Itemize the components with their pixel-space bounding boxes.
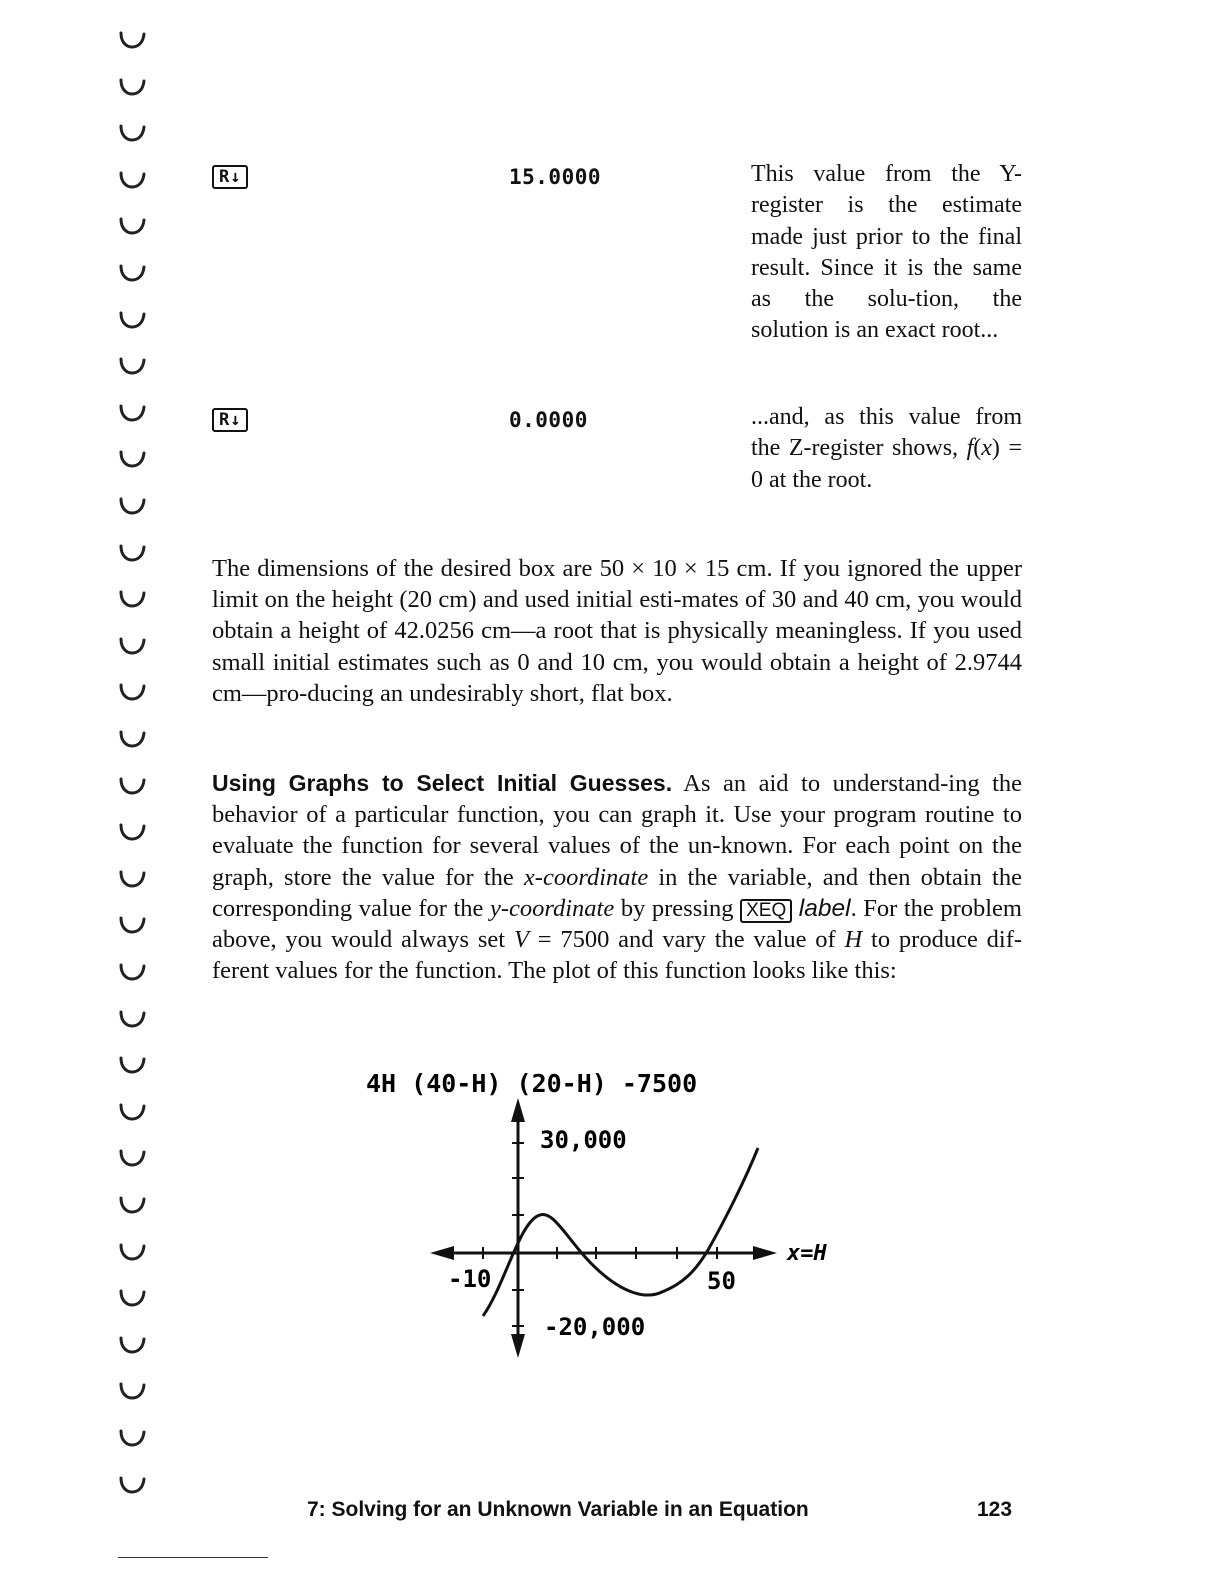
binding-ring — [118, 1335, 146, 1355]
binding-ring — [118, 776, 146, 796]
bottom-rule — [118, 1557, 268, 1558]
binding-ring — [118, 636, 146, 656]
y-axis-arrow-up — [511, 1098, 525, 1122]
section-heading: Using Graphs to Select Initial Guesses. — [212, 770, 673, 796]
function-graph — [340, 1060, 880, 1380]
binding-ring — [118, 449, 146, 469]
x-max-label: 50 — [707, 1267, 736, 1295]
display-value: 15.0000 — [509, 165, 602, 189]
binding-ring — [118, 915, 146, 935]
binding-ring — [118, 30, 146, 50]
x-axis-label: x=H — [787, 1241, 827, 1266]
roll-down-key: R↓ — [212, 408, 248, 432]
binding-ring — [118, 1475, 146, 1495]
x-axis-arrow-right — [753, 1246, 777, 1260]
y-axis-arrow-down — [511, 1334, 525, 1358]
box-dimensions-paragraph: The dimensions of the desired box are 50 × 10 × 15 cm. If you ignored the upper limit on the height (20 cm) and used initial esti-mates of 30 and 40 cm, you would obtain a height of 42.0256 cm—a root that is physically meaningless. If you used small initial estimates such as 0 and 10 cm, you would obtain a height of 2.9744 cm—pro-ducing an undesirably short, flat box. — [212, 555, 1022, 707]
x-axis-arrow-left — [430, 1246, 454, 1260]
y-max-label: 30,000 — [540, 1126, 627, 1154]
binding-ring — [118, 1148, 146, 1168]
binding-ring — [118, 1102, 146, 1122]
step-description: ...and, as this value from the Z-register shows, f(x) = 0 at the root. — [751, 404, 1022, 493]
binding-ring — [118, 170, 146, 190]
binding-ring — [118, 589, 146, 609]
binding-ring — [118, 1009, 146, 1029]
binding-ring — [118, 822, 146, 842]
binding-ring — [118, 543, 146, 563]
binding-ring — [118, 1195, 146, 1215]
binding-ring — [118, 1381, 146, 1401]
binding-ring — [118, 1428, 146, 1448]
binding-ring — [118, 1242, 146, 1262]
binding-ring — [118, 729, 146, 749]
page-number: 123 — [977, 1498, 1013, 1521]
spiral-binding — [112, 20, 162, 1560]
display-value: 0.0000 — [509, 408, 588, 432]
binding-ring — [118, 869, 146, 889]
binding-ring — [118, 962, 146, 982]
binding-ring — [118, 356, 146, 376]
binding-ring — [118, 216, 146, 236]
roll-down-key: R↓ — [212, 165, 248, 189]
binding-ring — [118, 496, 146, 516]
binding-ring — [118, 403, 146, 423]
binding-ring — [118, 123, 146, 143]
function-label: 4H (40-H) (20-H) -7500 — [366, 1069, 698, 1098]
graphs-paragraph: Using Graphs to Select Initial Guesses. As an aid to understand-ing the behavior of a particular function, you can graph it. Use your program routine to evaluate the function for several values of the un-known. For each point on the graph, store the value for the x-coordinate in the variable, and then obtain the corresponding value for the y-coordinate by pressing XEQ label. For the problem above, you would always set V = 7500 and vary the value of H to produce dif-ferent values for the function. The plot of this function looks like this: — [212, 770, 1023, 985]
step-description: This value from the Y-register is the estimate made just prior to the final result. Since it is the same as the solu-tion, the solution is an exact root... — [751, 161, 1022, 344]
binding-ring — [118, 1055, 146, 1075]
xeq-key: XEQ — [740, 899, 792, 923]
binding-ring — [118, 263, 146, 283]
x-min-label: -10 — [448, 1265, 492, 1293]
binding-ring — [118, 682, 146, 702]
binding-ring — [118, 77, 146, 97]
binding-ring — [118, 310, 146, 330]
chapter-footer: 7: Solving for an Unknown Variable in an Equation — [307, 1498, 809, 1521]
binding-ring — [118, 1288, 146, 1308]
y-min-label: -20,000 — [544, 1313, 646, 1341]
